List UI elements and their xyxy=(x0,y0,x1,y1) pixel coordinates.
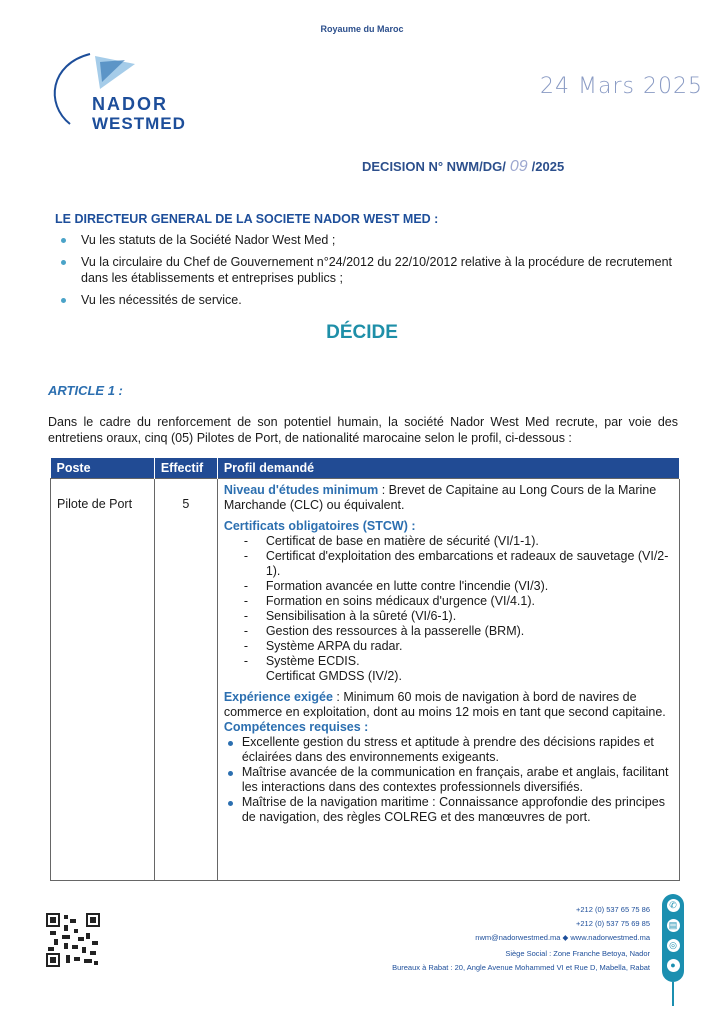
address-siege: Siège Social : Zone Franche Betoya, Nador xyxy=(505,949,650,958)
decision-handwritten-number: 09 xyxy=(509,158,528,175)
considerations-list xyxy=(55,232,680,314)
niveau-label: Niveau d'études minimum xyxy=(223,483,379,497)
list-item: - Formation en soins médicaux d'urgence (VI/4.1). xyxy=(243,594,535,608)
column-header-poste: Poste xyxy=(51,458,155,479)
column-header-effectif: Effectif xyxy=(154,458,217,479)
cell-effectif: 5 xyxy=(154,479,217,881)
logo-text-westmed: WESTMED xyxy=(92,114,186,133)
qr-code xyxy=(46,913,100,967)
phone-icon: ✆ xyxy=(667,899,680,912)
list-item: Maîtrise de la navigation maritime : Connaissance approfondie des principes de navigation, des règles COLREG et des manœuvres de port. xyxy=(242,795,673,825)
list-item: - Certificat de base en matière de sécurité (VI/1-1). xyxy=(243,534,539,548)
globe-icon: ◎ xyxy=(667,939,680,952)
bullet-icon xyxy=(61,298,66,303)
fax-number: +212 (0) 537 75 69 85 xyxy=(575,919,650,928)
competences-section xyxy=(224,720,673,825)
list-item: Vu les statuts de la Société Nador West Med ; xyxy=(55,232,680,248)
cell-poste: Pilote de Port xyxy=(51,479,155,881)
experience-text: : Minimum 60 mois de navigation à bord de navires de commerce en exploitation, dont au moins 12 mois en tant que second capitaine. xyxy=(223,690,666,719)
decision-number xyxy=(362,158,564,176)
decorative-line xyxy=(672,982,674,1006)
list-item: Excellente gestion du stress et aptitude à prendre des décisions rapides et éclairées dans des environnements exigeants. xyxy=(242,735,673,765)
column-header-profil: Profil demandé xyxy=(217,458,679,479)
director-title: LE DIRECTEUR GENERAL DE LA SOCIETE NADOR WEST MED : xyxy=(55,212,439,226)
list-item: - Certificat d'exploitation des embarcations et radeaux de sauvetage (VI/2-1). xyxy=(243,549,669,578)
contact-block xyxy=(392,903,650,973)
list-item: - Système ARPA du radar. xyxy=(243,639,403,653)
list-item: Certificat GMDSS (IV/2). xyxy=(265,669,402,683)
phone-number: +212 (0) 537 65 75 86 xyxy=(575,905,650,914)
logo-text-nador: NADOR xyxy=(92,94,168,114)
list-item: - Sensibilisation à la sûreté (VI/6-1). xyxy=(243,609,457,623)
niveau-text: : Brevet de Capitaine au Long Cours de la Marine Marchande (CLC) ou équivalent. xyxy=(223,483,657,512)
contact-icons-bar xyxy=(662,894,684,982)
niveau-section xyxy=(224,483,673,513)
certificats-list xyxy=(224,534,673,684)
table-header-row xyxy=(51,458,680,479)
date-stamp: 24 Mars 2025 xyxy=(540,74,703,99)
cell-profil xyxy=(217,479,679,881)
list-item: Vu la circulaire du Chef de Gouvernement n°24/2012 du 22/10/2012 relative à la procédure de recrutement dans les établissements et entreprises publics ; xyxy=(55,254,680,286)
kingdom-header: Royaume du Maroc xyxy=(320,24,404,34)
printer-icon: ▤ xyxy=(667,919,680,932)
decision-prefix: DECISION N° NWM/DG/ xyxy=(362,159,506,174)
article-text: Dans le cadre du renforcement de son potentiel humain, la société Nador West Med recrute, par voie des entretiens oraux, cinq (05) Pilotes de Port, de nationalité marocaine selon le profil, ci-dessous : xyxy=(48,415,678,445)
table-row xyxy=(51,479,680,881)
list-item: - Gestion des ressources à la passerelle (BRM). xyxy=(243,624,525,638)
article-title: ARTICLE 1 : xyxy=(48,383,123,398)
experience-label: Expérience exigée xyxy=(223,690,333,704)
email-website: nwm@nadorwestmed.ma ◆ www.nadorwestmed.ma xyxy=(475,933,650,942)
decision-suffix: /2025 xyxy=(531,159,565,174)
competences-label: Compétences requises : xyxy=(223,720,369,734)
location-pin-icon: ● xyxy=(667,959,680,972)
list-item: - Système ECDIS. xyxy=(243,654,360,668)
list-item: - Formation avancée en lutte contre l'incendie (VI/3). xyxy=(243,579,549,593)
certificats-label: Certificats obligatoires (STCW) : xyxy=(223,519,416,533)
profile-table xyxy=(50,458,680,881)
bullet-icon xyxy=(61,238,66,243)
bullet-icon xyxy=(61,260,66,265)
list-item: Vu les nécessités de service. xyxy=(55,292,680,308)
experience-section xyxy=(224,690,673,720)
certificats-section xyxy=(224,519,673,684)
address-rabat: Bureaux à Rabat : 20, Angle Avenue Mohammed VI et Rue D, Mabella, Rabat xyxy=(392,963,650,972)
decide-heading: DÉCIDE xyxy=(326,322,398,343)
list-item: Maîtrise avancée de la communication en français, arabe et anglais, facilitant les interactions dans des contextes professionnels diversifiés. xyxy=(242,765,673,795)
competences-list xyxy=(224,735,673,825)
